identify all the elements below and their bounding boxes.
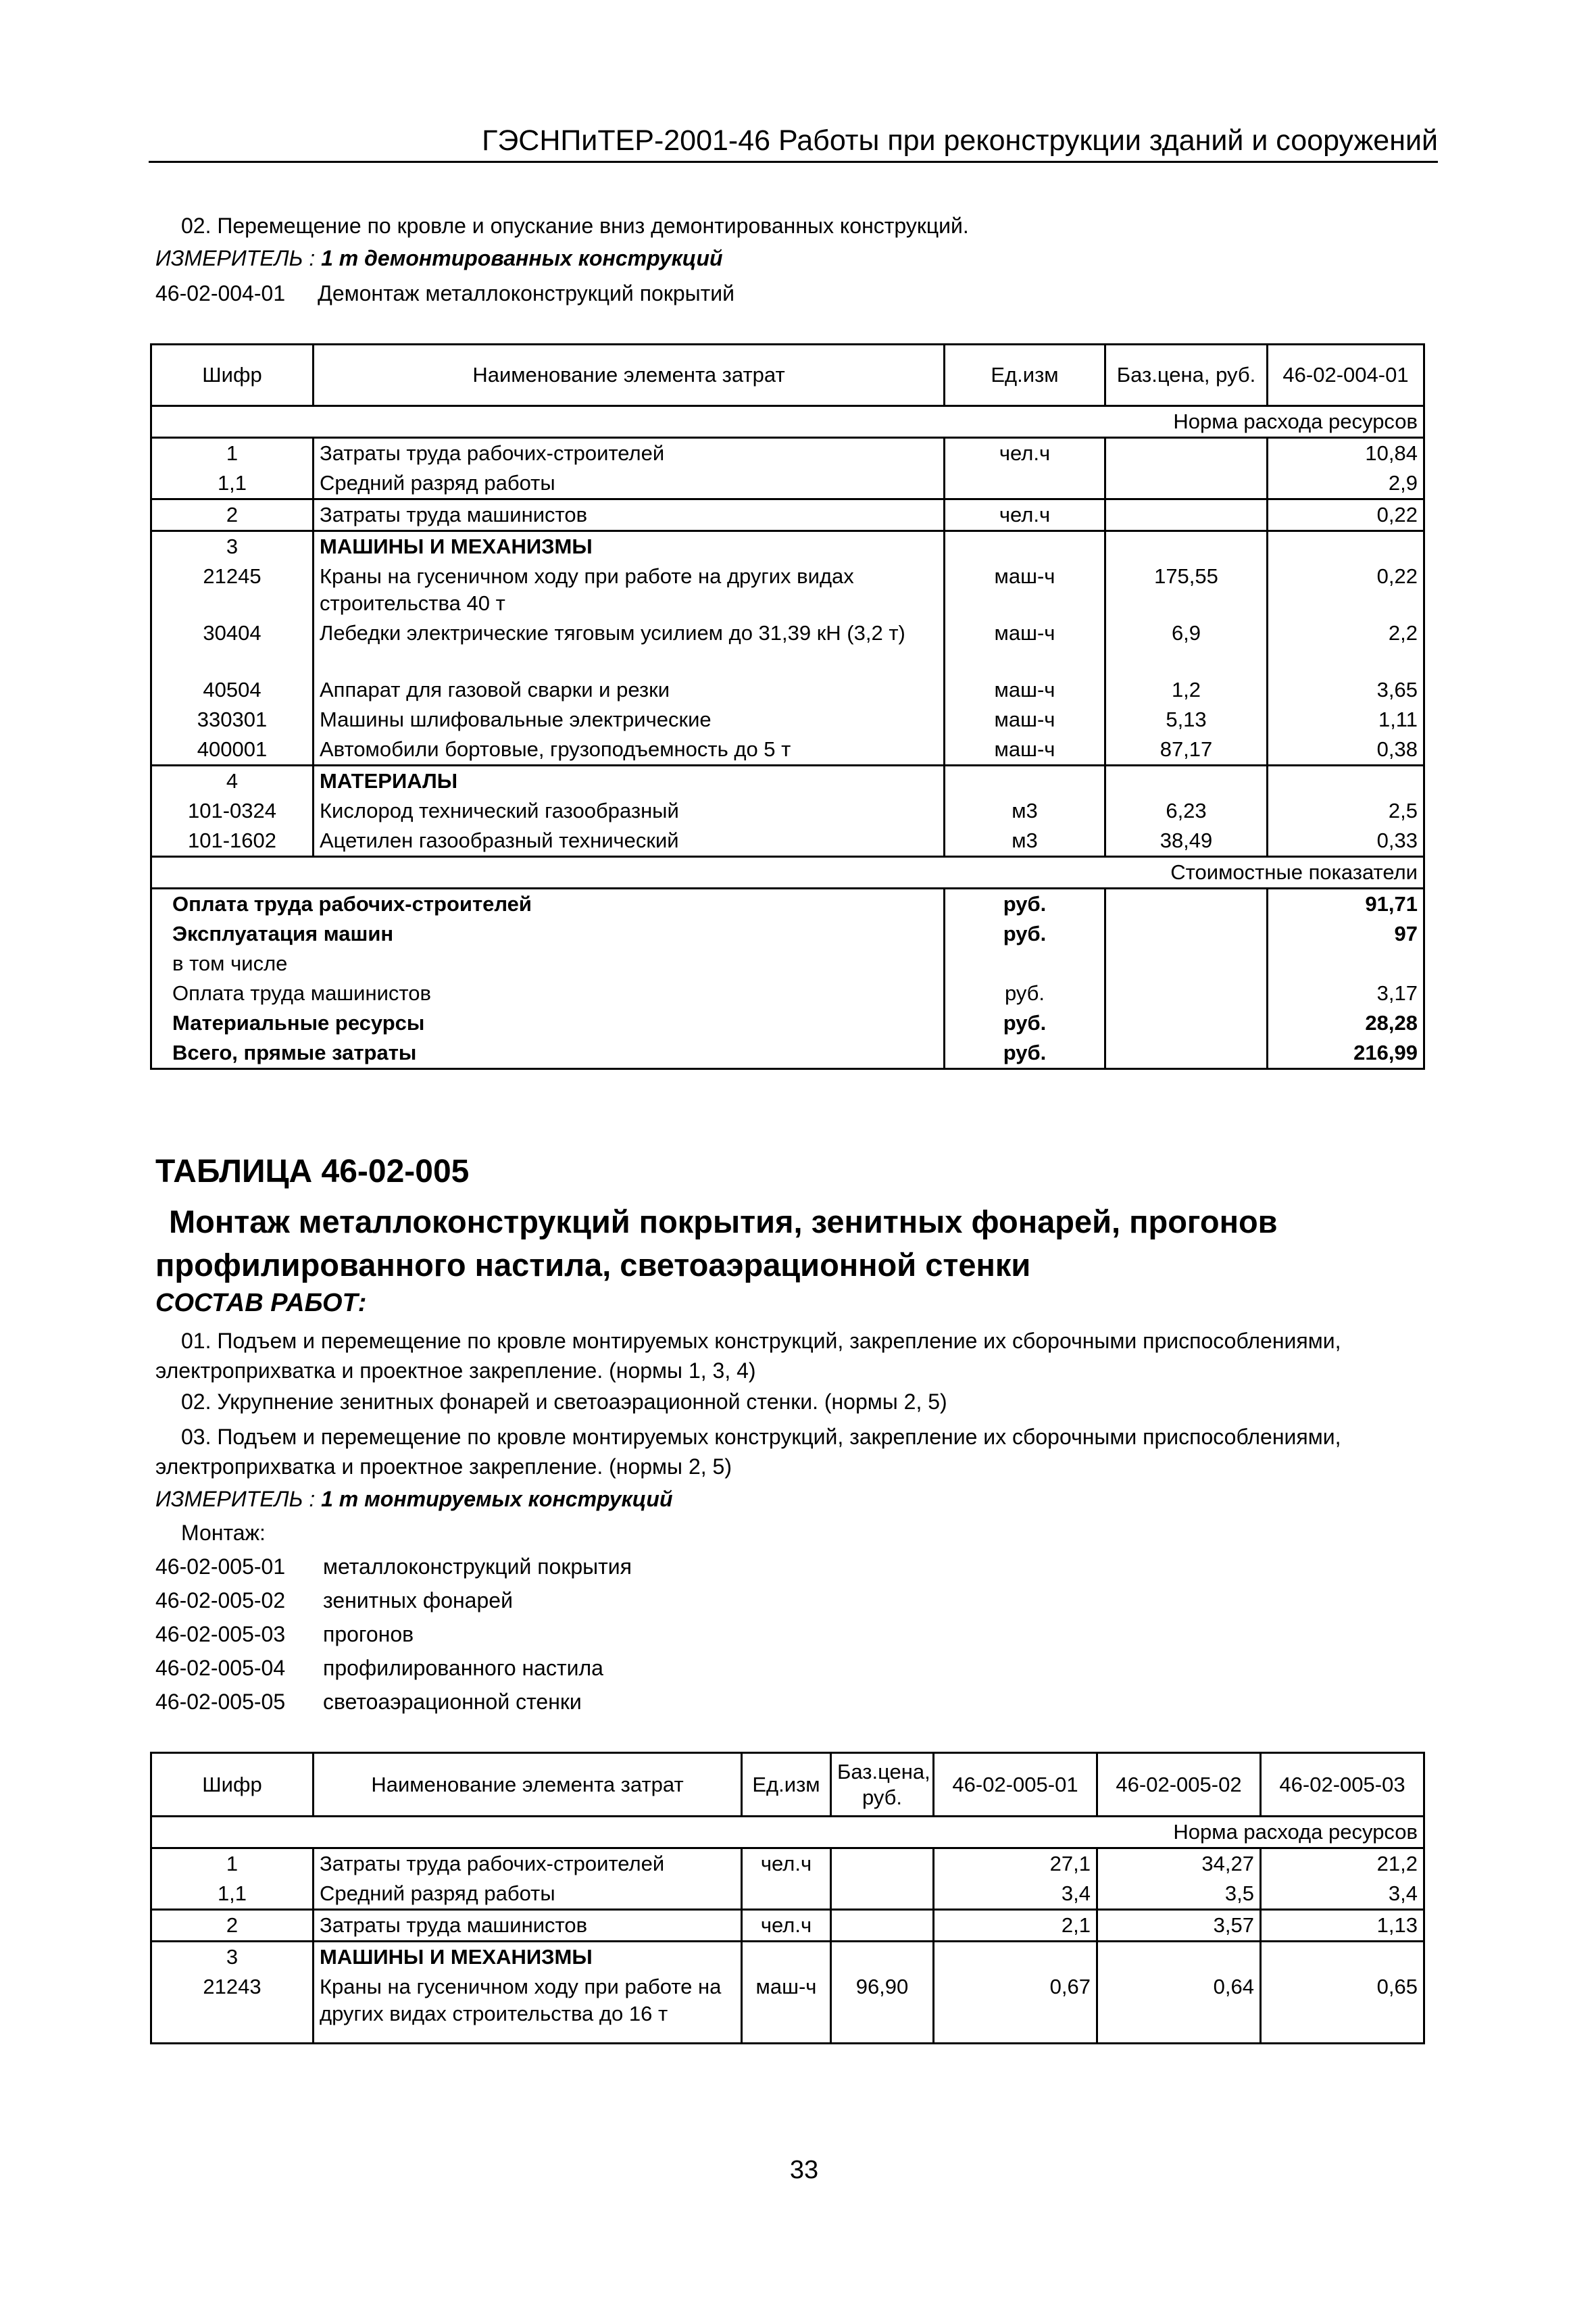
code-line bbox=[155, 278, 734, 308]
row-value-3 bbox=[1261, 1942, 1424, 1973]
cost-value bbox=[1268, 949, 1424, 979]
row-unit: маш-ч bbox=[945, 618, 1105, 675]
row-value bbox=[1268, 766, 1424, 797]
table-row bbox=[151, 499, 1424, 531]
row-code: 3 bbox=[151, 1942, 314, 1973]
table-row bbox=[151, 562, 1424, 618]
table-row bbox=[151, 1879, 1424, 1910]
row-name: МАТЕРИАЛЫ bbox=[314, 766, 945, 797]
row-unit: маш-ч bbox=[742, 1972, 831, 2044]
row-value-3: 1,13 bbox=[1261, 1910, 1424, 1942]
cost-value: 3,17 bbox=[1268, 979, 1424, 1008]
row-value-1: 2,1 bbox=[934, 1910, 1097, 1942]
norm-code: 46-02-004-01 bbox=[155, 281, 286, 305]
mount-desc: металлоконструкций покрытия bbox=[323, 1554, 632, 1579]
row-value: 1,11 bbox=[1268, 705, 1424, 735]
section-subtitle-2: профилированного настила, светоаэрационной стенки bbox=[155, 1247, 1031, 1283]
measure-value: 1 т монтируемых конструкций bbox=[321, 1487, 673, 1511]
row-price bbox=[831, 1942, 934, 1973]
work-item-1b: электроприхватка и проектное закрепление. (нормы 1, 3, 4) bbox=[155, 1358, 756, 1383]
table-row bbox=[151, 766, 1424, 797]
price-header-b: руб. bbox=[862, 1785, 903, 1809]
row-name: МАШИНЫ И МЕХАНИЗМЫ bbox=[314, 531, 945, 562]
cost-name: Всего, прямые затраты bbox=[151, 1038, 945, 1069]
cost-name: Материальные ресурсы bbox=[151, 1008, 945, 1038]
table-row bbox=[151, 705, 1424, 735]
cost-unit: руб. bbox=[945, 889, 1105, 920]
row-name: Аппарат для газовой сварки и резки bbox=[314, 675, 945, 705]
cost-unit: руб. bbox=[945, 1038, 1105, 1069]
row-unit: маш-ч bbox=[945, 675, 1105, 705]
mount-list-item bbox=[155, 1619, 414, 1649]
mount-list-item bbox=[155, 1687, 582, 1717]
cost-empty bbox=[1105, 979, 1268, 1008]
work-item-1a: 01. Подъем и перемещение по кровле монтируемых конструкций, закрепление их сборочными приспособлениями, bbox=[181, 1329, 1341, 1353]
mount-code: 46-02-005-02 bbox=[155, 1588, 286, 1613]
cost-value: 28,28 bbox=[1268, 1008, 1424, 1038]
row-unit: маш-ч bbox=[945, 562, 1105, 618]
row-price bbox=[831, 1910, 934, 1942]
row-value: 3,65 bbox=[1268, 675, 1424, 705]
cost-name: Оплата труда рабочих-строителей bbox=[151, 889, 945, 920]
table-row bbox=[151, 438, 1424, 469]
table-row bbox=[151, 1942, 1424, 1973]
table-row bbox=[151, 675, 1424, 705]
cost-row bbox=[151, 919, 1424, 949]
mount-code: 46-02-005-03 bbox=[155, 1622, 286, 1646]
table-header-row bbox=[151, 1753, 1424, 1817]
row-value-1: 0,67 bbox=[934, 1972, 1097, 2044]
row-code: 101-1602 bbox=[151, 826, 314, 857]
cost-row bbox=[151, 1038, 1424, 1069]
row-code: 21243 bbox=[151, 1972, 314, 2044]
row-value: 0,38 bbox=[1268, 735, 1424, 766]
row-value-3: 3,4 bbox=[1261, 1879, 1424, 1910]
cost-empty bbox=[1105, 919, 1268, 949]
row-code: 40504 bbox=[151, 675, 314, 705]
row-price: 6,23 bbox=[1105, 796, 1268, 826]
col-header-norm-2: 46-02-005-02 bbox=[1097, 1753, 1261, 1817]
row-code: 3 bbox=[151, 531, 314, 562]
row-unit bbox=[742, 1942, 831, 1973]
row-name: Кислород технический газообразный bbox=[314, 796, 945, 826]
col-header-code: Шифр bbox=[151, 1753, 314, 1817]
col-header-norm-3: 46-02-005-03 bbox=[1261, 1753, 1424, 1817]
row-unit: чел.ч bbox=[742, 1910, 831, 1942]
mount-code: 46-02-005-04 bbox=[155, 1656, 286, 1680]
row-name: Затраты труда машинистов bbox=[314, 499, 945, 531]
col-header-unit: Ед.изм bbox=[742, 1753, 831, 1817]
row-name: Средний разряд работы bbox=[314, 1879, 742, 1910]
cost-empty bbox=[1105, 949, 1268, 979]
row-code: 21245 bbox=[151, 562, 314, 618]
row-value-2 bbox=[1097, 1942, 1261, 1973]
resource-table-2 bbox=[150, 1752, 1425, 2044]
table-title: ТАБЛИЦА 46-02-005 bbox=[155, 1154, 470, 1189]
row-price bbox=[1105, 468, 1268, 499]
table-row bbox=[151, 826, 1424, 857]
row-unit bbox=[945, 766, 1105, 797]
mount-desc: прогонов bbox=[323, 1622, 414, 1646]
cost-row bbox=[151, 979, 1424, 1008]
row-value-1 bbox=[934, 1942, 1097, 1973]
measure-value: 1 т демонтированных конструкций bbox=[321, 246, 723, 270]
cost-unit: руб. bbox=[945, 1008, 1105, 1038]
row-unit bbox=[945, 531, 1105, 562]
page-header: ГЭСНПиТЕР-2001-46 Работы при реконструкции зданий и сооружений bbox=[149, 120, 1438, 163]
row-value-1: 27,1 bbox=[934, 1848, 1097, 1879]
row-code: 1,1 bbox=[151, 468, 314, 499]
row-code: 330301 bbox=[151, 705, 314, 735]
intro-line: 02. Перемещение по кровле и опускание вниз демонтированных конструкций. bbox=[181, 214, 969, 238]
table-row bbox=[151, 468, 1424, 499]
row-value: 0,22 bbox=[1268, 499, 1424, 531]
row-value: 10,84 bbox=[1268, 438, 1424, 469]
row-code: 1 bbox=[151, 438, 314, 469]
work-item-3a: 03. Подъем и перемещение по кровле монтируемых конструкций, закрепление их сборочными приспособлениями, bbox=[181, 1425, 1341, 1449]
cost-header: Стоимостные показатели bbox=[151, 857, 1424, 889]
cost-name: Эксплуатация машин bbox=[151, 919, 945, 949]
row-name: Краны на гусеничном ходу при работе на других видах строительства 40 т bbox=[314, 562, 945, 618]
row-value-3: 0,65 bbox=[1261, 1972, 1424, 2044]
col-header-unit: Ед.изм bbox=[945, 345, 1105, 406]
table-row bbox=[151, 531, 1424, 562]
row-value-2: 3,57 bbox=[1097, 1910, 1261, 1942]
row-name: Затраты труда рабочих-строителей bbox=[314, 438, 945, 469]
cost-unit: руб. bbox=[945, 919, 1105, 949]
row-unit bbox=[742, 1879, 831, 1910]
table-header-row bbox=[151, 345, 1424, 406]
work-item-2: 02. Укрупнение зенитных фонарей и светоаэрационной стенки. (нормы 2, 5) bbox=[181, 1389, 947, 1414]
col-header-norm-1: 46-02-005-01 bbox=[934, 1753, 1097, 1817]
table-row bbox=[151, 1910, 1424, 1942]
work-item-3b: электроприхватка и проектное закрепление. (нормы 2, 5) bbox=[155, 1454, 732, 1479]
row-value: 0,33 bbox=[1268, 826, 1424, 857]
row-price: 87,17 bbox=[1105, 735, 1268, 766]
section-subtitle-1: Монтаж металлоконструкций покрытия, зенитных фонарей, прогонов bbox=[169, 1204, 1278, 1239]
row-value: 2,2 bbox=[1268, 618, 1424, 675]
row-price bbox=[1105, 499, 1268, 531]
norm-header: Норма расхода ресурсов bbox=[151, 1817, 1424, 1848]
row-price bbox=[1105, 766, 1268, 797]
norm-header: Норма расхода ресурсов bbox=[151, 406, 1424, 438]
price-header-a: Баз.цена, bbox=[837, 1759, 930, 1783]
table-row bbox=[151, 1972, 1424, 2044]
row-unit: маш-ч bbox=[945, 705, 1105, 735]
row-value-3: 21,2 bbox=[1261, 1848, 1424, 1879]
row-name: Краны на гусеничном ходу при работе на других видах строительства до 16 т bbox=[314, 1972, 742, 2044]
row-name: Затраты труда машинистов bbox=[314, 1910, 742, 1942]
cost-empty bbox=[1105, 889, 1268, 920]
row-unit: м3 bbox=[945, 826, 1105, 857]
measure-line-2 bbox=[155, 1484, 673, 1514]
mount-desc: профилированного настила bbox=[323, 1656, 603, 1680]
row-name: МАШИНЫ И МЕХАНИЗМЫ bbox=[314, 1942, 742, 1973]
cost-value: 97 bbox=[1268, 919, 1424, 949]
table-row bbox=[151, 1848, 1424, 1879]
mount-desc: светоаэрационной стенки bbox=[323, 1690, 582, 1714]
row-value bbox=[1268, 531, 1424, 562]
col-header-price: Баз.цена, руб. bbox=[1105, 345, 1268, 406]
row-code: 400001 bbox=[151, 735, 314, 766]
norm-code-desc: Демонтаж металлоконструкций покрытий bbox=[318, 281, 735, 305]
cost-value: 216,99 bbox=[1268, 1038, 1424, 1069]
table-row bbox=[151, 618, 1424, 675]
col-header-code: Шифр bbox=[151, 345, 314, 406]
row-price bbox=[831, 1848, 934, 1879]
measure-label: ИЗМЕРИТЕЛЬ : bbox=[155, 1487, 322, 1511]
cost-unit: руб. bbox=[945, 979, 1105, 1008]
row-code: 101-0324 bbox=[151, 796, 314, 826]
row-value: 2,9 bbox=[1268, 468, 1424, 499]
table-row bbox=[151, 796, 1424, 826]
row-price: 38,49 bbox=[1105, 826, 1268, 857]
col-header-name: Наименование элемента затрат bbox=[314, 1753, 742, 1817]
col-header-price bbox=[831, 1753, 934, 1817]
cost-value: 91,71 bbox=[1268, 889, 1424, 920]
norm-header-row bbox=[151, 1817, 1424, 1848]
row-code: 1 bbox=[151, 1848, 314, 1879]
row-unit: м3 bbox=[945, 796, 1105, 826]
work-composition-label: СОСТАВ РАБОТ: bbox=[155, 1289, 367, 1317]
row-unit: маш-ч bbox=[945, 735, 1105, 766]
row-unit bbox=[945, 468, 1105, 499]
page-number: 33 bbox=[789, 2156, 819, 2184]
col-header-norm: 46-02-004-01 bbox=[1268, 345, 1424, 406]
cost-name: Оплата труда машинистов bbox=[151, 979, 945, 1008]
row-price: 96,90 bbox=[831, 1972, 934, 2044]
cost-row bbox=[151, 1008, 1424, 1038]
row-value: 2,5 bbox=[1268, 796, 1424, 826]
cost-header-row bbox=[151, 857, 1424, 889]
row-unit: чел.ч bbox=[742, 1848, 831, 1879]
cost-unit bbox=[945, 949, 1105, 979]
row-code: 2 bbox=[151, 1910, 314, 1942]
row-value-2: 3,5 bbox=[1097, 1879, 1261, 1910]
row-price: 6,9 bbox=[1105, 618, 1268, 675]
row-price: 1,2 bbox=[1105, 675, 1268, 705]
row-code: 1,1 bbox=[151, 1879, 314, 1910]
row-unit: чел.ч bbox=[945, 499, 1105, 531]
row-value: 0,22 bbox=[1268, 562, 1424, 618]
row-value-2: 0,64 bbox=[1097, 1972, 1261, 2044]
mount-list-item bbox=[155, 1552, 632, 1581]
row-price: 175,55 bbox=[1105, 562, 1268, 618]
row-name: Ацетилен газообразный технический bbox=[314, 826, 945, 857]
resource-table-1 bbox=[150, 343, 1425, 1070]
row-price: 5,13 bbox=[1105, 705, 1268, 735]
row-value-2: 34,27 bbox=[1097, 1848, 1261, 1879]
cost-row bbox=[151, 949, 1424, 979]
mount-code: 46-02-005-05 bbox=[155, 1690, 286, 1714]
row-name: Затраты труда рабочих-строителей bbox=[314, 1848, 742, 1879]
row-name: Автомобили бортовые, грузоподъемность до 5 т bbox=[314, 735, 945, 766]
row-price bbox=[831, 1879, 934, 1910]
table-row bbox=[151, 735, 1424, 766]
row-price bbox=[1105, 531, 1268, 562]
row-name: Машины шлифовальные электрические bbox=[314, 705, 945, 735]
row-unit: чел.ч bbox=[945, 438, 1105, 469]
row-name: Средний разряд работы bbox=[314, 468, 945, 499]
row-name: Лебедки электрические тяговым усилием до 31,39 кН (3,2 т) bbox=[314, 618, 945, 675]
row-value-1: 3,4 bbox=[934, 1879, 1097, 1910]
cost-empty bbox=[1105, 1008, 1268, 1038]
measure-line bbox=[155, 243, 723, 273]
row-code: 4 bbox=[151, 766, 314, 797]
cost-name: в том числе bbox=[151, 949, 945, 979]
cost-row bbox=[151, 889, 1424, 920]
col-header-name: Наименование элемента затрат bbox=[314, 345, 945, 406]
row-code: 2 bbox=[151, 499, 314, 531]
mount-code: 46-02-005-01 bbox=[155, 1554, 286, 1579]
mount-desc: зенитных фонарей bbox=[323, 1588, 513, 1613]
cost-empty bbox=[1105, 1038, 1268, 1069]
mount-label: Монтаж: bbox=[181, 1521, 266, 1545]
measure-label: ИЗМЕРИТЕЛЬ : bbox=[155, 246, 322, 270]
row-price bbox=[1105, 438, 1268, 469]
norm-header-row bbox=[151, 406, 1424, 438]
mount-list-item bbox=[155, 1653, 603, 1683]
mount-list-item bbox=[155, 1585, 513, 1615]
row-code: 30404 bbox=[151, 618, 314, 675]
